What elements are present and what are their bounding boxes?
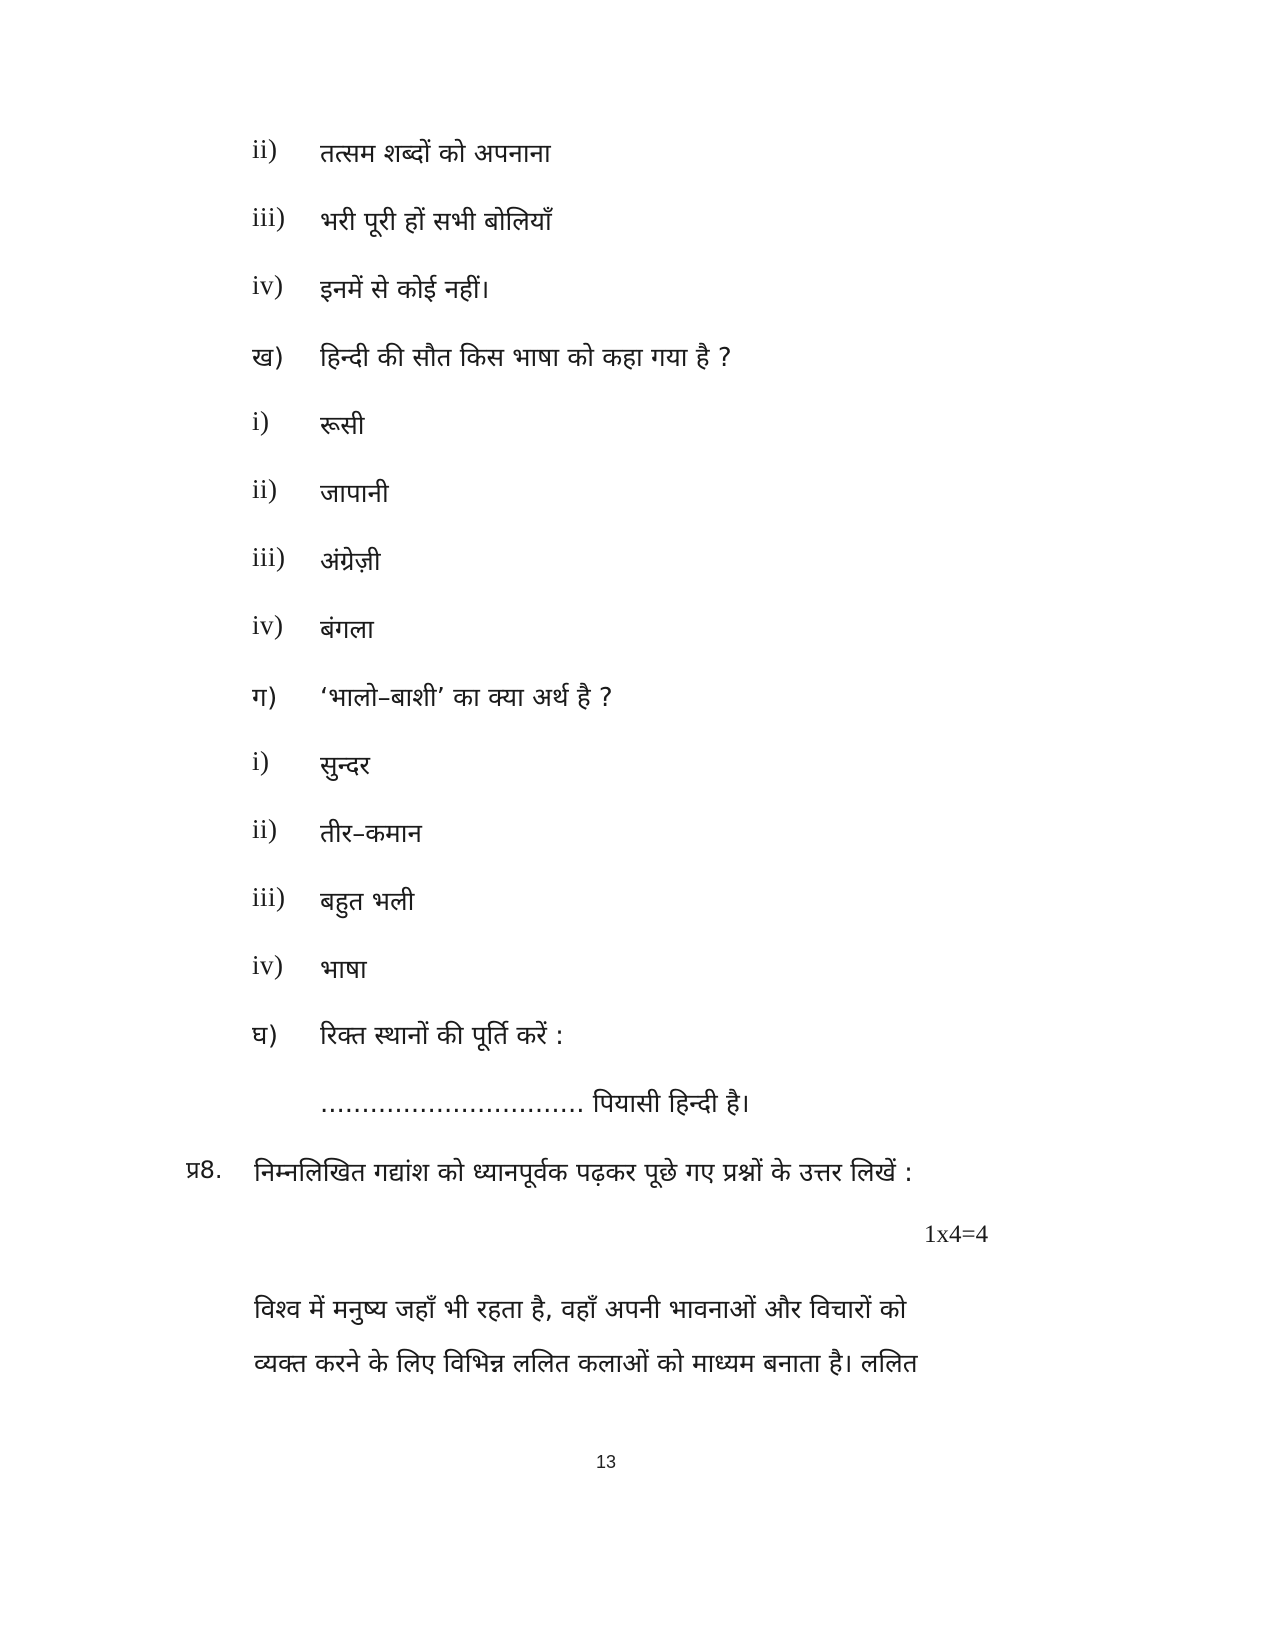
- question-text: ‘भालो–बाशी’ का क्या अर्थ है ?: [320, 683, 613, 713]
- item-text: बहुत भली: [320, 887, 415, 917]
- question-label: घ): [252, 1021, 279, 1051]
- item-label: iii): [252, 202, 286, 232]
- item-label: iii): [252, 542, 286, 572]
- item-text: सुन्दर: [320, 751, 371, 781]
- item-label: i): [252, 406, 270, 436]
- item-label: iv): [252, 950, 284, 980]
- question-text: हिन्दी की सौत किस भाषा को कहा गया है ?: [320, 343, 732, 373]
- item-label: iii): [252, 882, 286, 912]
- item-text: तत्सम शब्दों को अपनाना: [320, 139, 551, 169]
- question-text: निम्नलिखित गद्यांश को ध्यानपूर्वक पढ़कर पूछे गए प्रश्नों के उत्तर लिखें :: [254, 1158, 913, 1188]
- item-text: बंगला: [320, 615, 374, 645]
- item-label: ii): [252, 474, 278, 504]
- question-number: प्र8.: [186, 1156, 223, 1184]
- item-text: इनमें से कोई नहीं।: [320, 275, 490, 305]
- item-label: ii): [252, 134, 278, 164]
- item-text: अंग्रेज़ी: [320, 547, 381, 577]
- item-text: भरी पूरी हों सभी बोलियाँ: [320, 207, 552, 237]
- passage-line: विश्व में मनुष्य जहाँ भी रहता है, वहाँ अपनी भावनाओं और विचारों को: [254, 1295, 907, 1325]
- passage-line: व्यक्त करने के लिए विभिन्न ललित कलाओं को माध्यम बनाता है। ललित: [254, 1349, 918, 1379]
- item-label: iv): [252, 270, 284, 300]
- item-label: ii): [252, 814, 278, 844]
- item-label: iv): [252, 610, 284, 640]
- marks-label: 1x4=4: [924, 1221, 989, 1248]
- fill-in-blank-line: ................................ पियासी हिन्दी है।: [320, 1089, 750, 1119]
- item-text: रूसी: [320, 411, 365, 441]
- item-text: जापानी: [320, 479, 389, 509]
- question-text: रिक्त स्थानों की पूर्ति करें :: [320, 1021, 564, 1051]
- item-text: तीर–कमान: [320, 819, 422, 849]
- question-label: ख): [252, 343, 285, 373]
- item-text: भाषा: [320, 955, 367, 985]
- item-label: i): [252, 746, 270, 776]
- question-label: ग): [252, 683, 278, 713]
- page-number: 13: [596, 1452, 617, 1472]
